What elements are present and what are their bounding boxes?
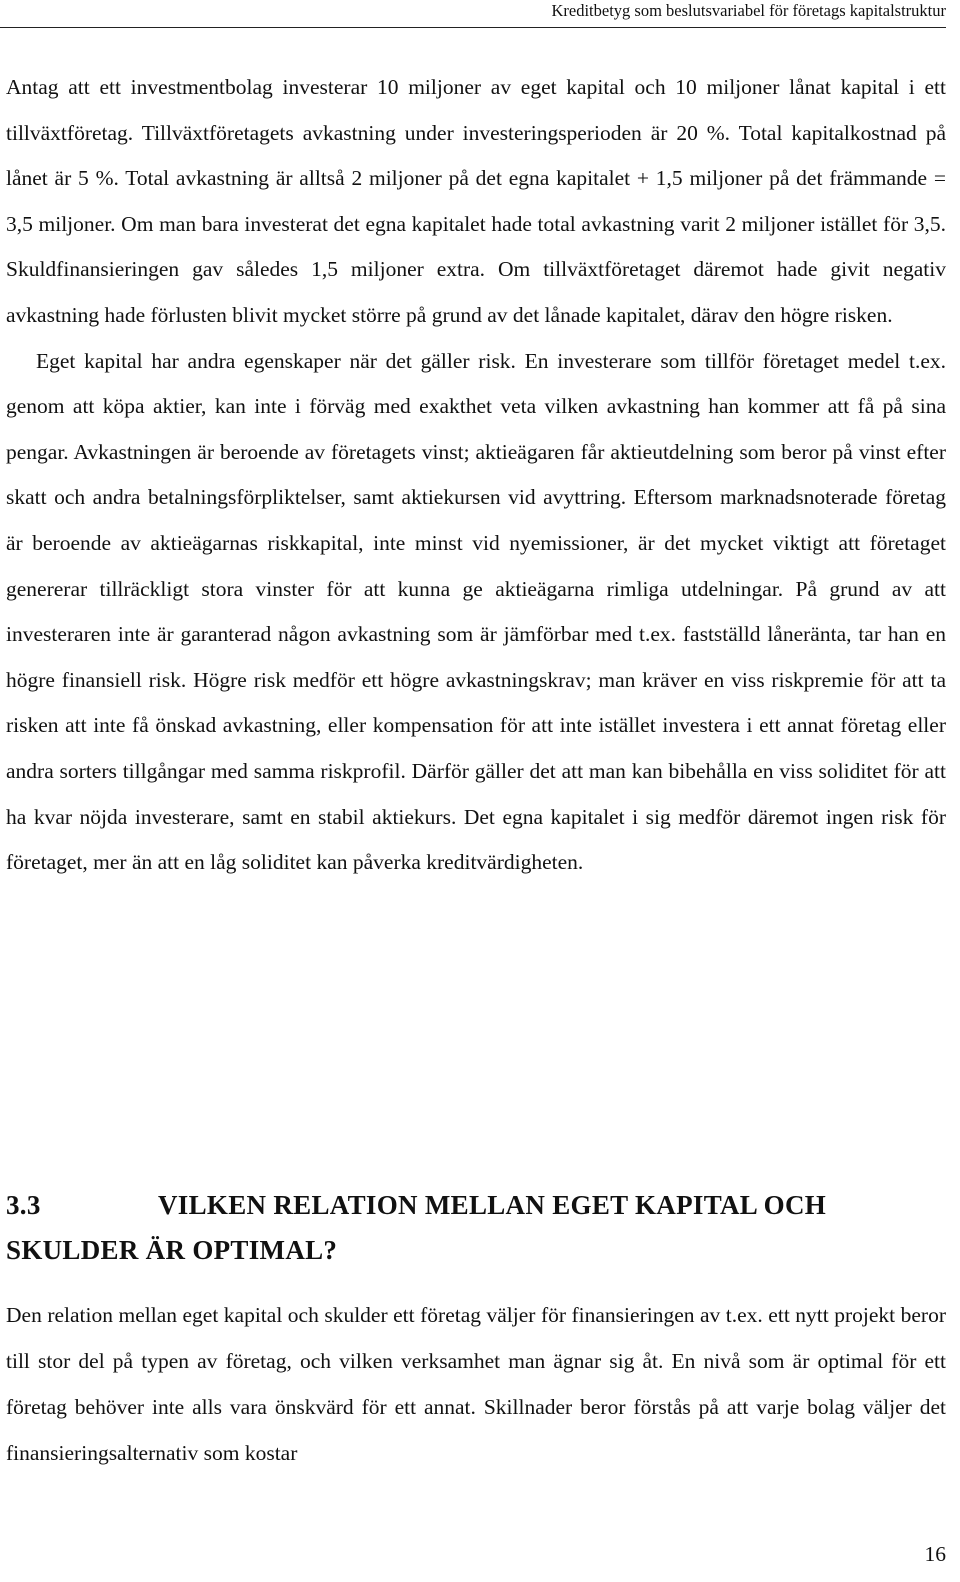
paragraph-equity-risk: Eget kapital har andra egenskaper när det gäller risk. En investerare som tillför företaget medel t.ex. genom att köpa aktier, kan inte i förväg med exakthet veta vilken avkastning han kommer att få på sina pengar. Avkastningen är beroende av företagets vinst; aktieägaren får aktieutdelning som beror på vinst efter skatt och andra betalningsförpliktelser, samt aktiekursen vid avyttring. Eftersom marknadsnoterade företag är beroende av aktieägarnas riskkapital, inte minst vid nyemissioner, är det mycket viktigt att företaget genererar tillräckligt stora vinster för att kunna ge aktieägarna rimliga utdelningar. På grund av att investeraren inte är garanterad någon avkastning som är jämförbar med t.ex. fastställd låneränta, tar han en högre finansiell risk. Högre risk medför ett högre avkastningskrav; man kräver en viss riskpremie för att ta risken att inte få önskad avkastning, eller kompensation för att inte istället investera i ett annat företag eller andra sorters tillgångar med samma riskprofil. Därför gäller det att man kan bibehålla en viss soliditet för att ha kvar nöjda investerare, samt en stabil aktiekurs. Det egna kapitalet i sig medför däremot ingen risk för företaget, mer än att en låg soliditet kan påverka kreditvärdigheten. <box>6 348 946 875</box>
section-body <box>6 1292 946 1476</box>
running-header <box>0 0 946 28</box>
section-heading <box>6 1183 946 1273</box>
page-number: 16 <box>924 1542 946 1566</box>
section-number: 3.3 <box>6 1190 41 1220</box>
paragraph-optimal-relation: Den relation mellan eget kapital och skulder ett företag väljer för finansieringen av t.ex. ett nytt projekt beror till stor del på typen av företag, och vilken verksamhet man ägnar sig åt. En nivå som är optimal för ett företag behöver inte alls vara önskvärd för ett annat. Skillnader beror förstås på att varje bolag väljer det finansieringsalternativ som kostar <box>6 1303 946 1465</box>
paragraph-investment-example: Antag att ett investmentbolag investerar 10 miljoner av eget kapital och 10 miljoner lånat kapital i ett tillväxtföretag. Tillväxtföretagets avkastning under investeringsperioden är 20 %. Total kapitalkostnad på lånet är 5 %. Total avkastning är alltså 2 miljoner på det egna kapitalet + 1,5 miljoner på det främmande = 3,5 miljoner. Om man bara investerat det egna kapitalet hade total avkastning varit 2 miljoner istället för 3,5. Skuldfinansieringen gav således 1,5 miljoner extra. Om tillväxtföretaget däremot hade givit negativ avkastning hade förlusten blivit mycket större på grund av det lånade kapitalet, därav den högre risken. <box>6 75 946 327</box>
running-header-title: Kreditbetyg som beslutsvariabel för företags kapitalstruktur <box>551 1 946 20</box>
section-title: VILKEN RELATION MELLAN EGET KAPITAL OCH SKULDER ÄR OPTIMAL? <box>6 1190 827 1265</box>
body-text <box>6 65 946 886</box>
